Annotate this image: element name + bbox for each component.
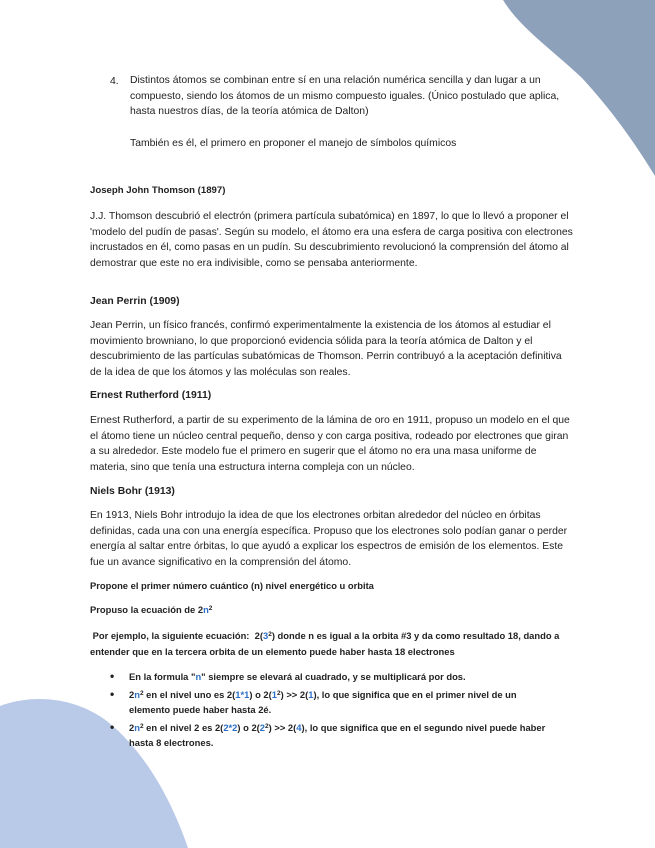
bohr-heading: Niels Bohr (1913) [90, 486, 175, 497]
list-number: 4. [110, 76, 119, 87]
rutherford-body: Ernest Rutherford, a partir de su experimento de la lámina de oro en 1911, propuso un modelo en el que el átomo tiene un núcleo central pequeño, denso y con carga positiva, rodeado por electrones que giran a su alrededor. Este modelo fue el primero en sugerir que el átomo no era una masa uniforme de materia, sino que tenía una estructura interna compleja con un núcleo. [90, 415, 570, 473]
list-item: • $2n^2$ en el nivel uno es 2(1*1) o $2(1^2) >> 2(1)$, lo que significa que en el primer nivel de un elemento puede haber hasta 2é. [110, 687, 550, 718]
dalton-note: También es él, el primero en proponer el manejo de símbolos químicos [130, 138, 457, 149]
dalton-postulate: Distintos átomos se combinan entre sí en una relación numérica sencilla y dan lugar a un compuesto, siendo los átomos de un mismo compuesto iguales. (Único postulado que aplica, hasta nuestros días, de la teoría atómica de Dalton) [130, 75, 560, 118]
formula-notes-list [110, 669, 550, 753]
bohr-example: Por ejemplo, la siguiente ecuación: $2(3^2)$ donde n es igual a la orbita #3 y da como resultado 18, dando a entender que en la tercera orbita de un elemento puede haber hasta 18 electrones [90, 630, 560, 657]
perrin-heading: Jean Perrin (1909) [90, 296, 180, 307]
rutherford-heading: Ernest Rutherford (1911) [90, 390, 212, 401]
bohr-proposal-quantum-number: Propone el primer número cuántico (n) nivel energético u orbita [90, 580, 374, 591]
list-item: • En la formula "n" siempre se elevará al cuadrado, y se multiplicará por dos. [110, 669, 550, 685]
bohr-body: En 1913, Niels Bohr introdujo la idea de que los electrones orbitan alrededor del núcleo en órbitas definidas, cada una con una energía específica. Propuso que los electrones solo podían ganar o perder energía al saltar entre órbitas, lo que ayudó a explicar los espectros de emisión de los elementos. Este fue un avance significativo en la comprensión del átomo. [90, 510, 568, 568]
list-item: • $2n^2$ en el nivel 2 es 2(2*2) o $2(2^2) >> 2(4)$, lo que significa que en el segundo nivel puede haber hasta 8 electrones. [110, 720, 550, 751]
thomson-body: J.J. Thomson descubrió el electrón (primera partícula subatómica) en 1897, lo que lo llevó a proponer el 'modelo del pudín de pasas'. Según su modelo, el átomo era una esfera de carga positiva con electrones incrustados en él, como pasas en un pudín. Su descubrimiento revolucionó la comprensión del átomo al demostrar que este no era indivisible, como se pensaba anteriormente. [90, 211, 573, 269]
perrin-body: Jean Perrin, un físico francés, confirmó experimentalmente la existencia de los átomos al estudiar el movimiento browniano, lo que proporcionó evidencia sólida para la teoría atómica de Dalton y el descubrimiento de las partículas subatómicas de Thomson. Perrin contribuyó a la aceptación definitiva de la idea de que los átomos y las moléculas son reales. [90, 320, 562, 378]
bohr-proposal-equation: Propuso la ecuación de $2n^2$ [90, 604, 213, 615]
thomson-heading: Joseph John Thomson (1897) [90, 185, 226, 196]
